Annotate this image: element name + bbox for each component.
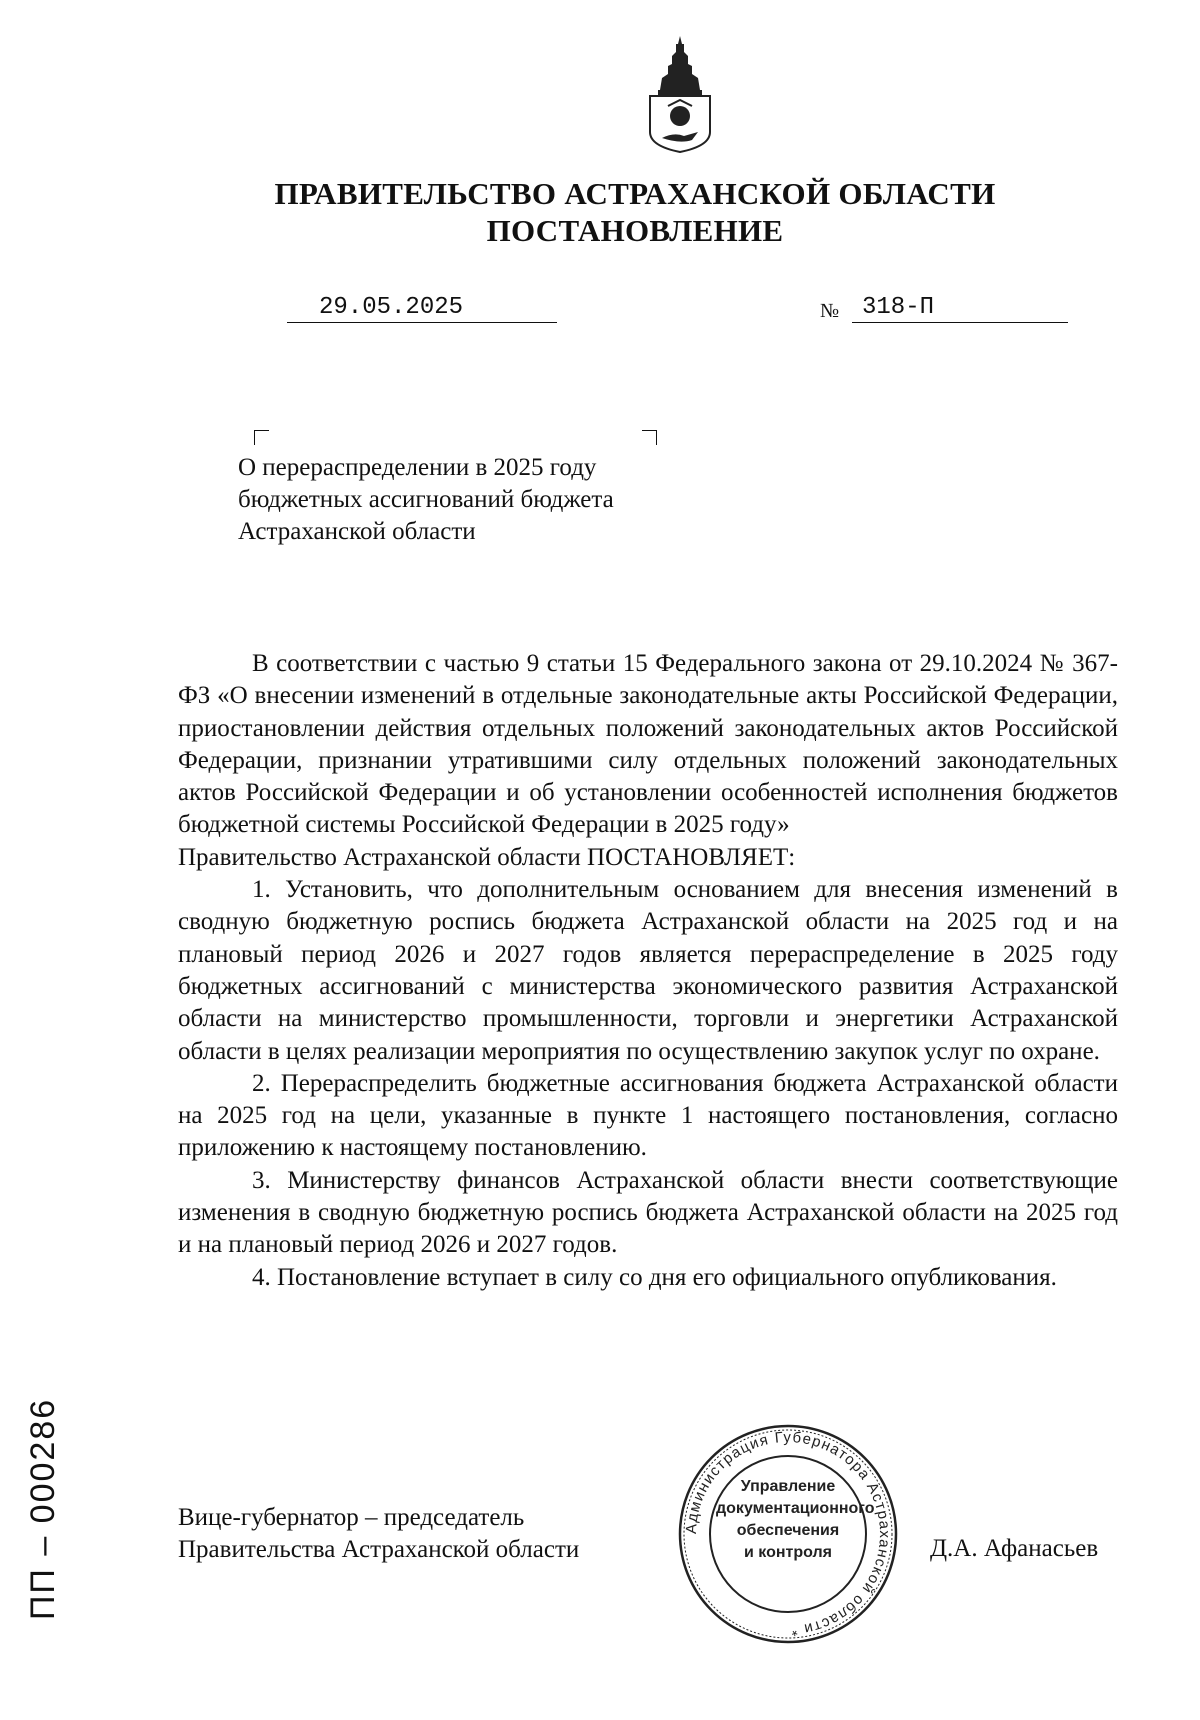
resolution-item: 4. Постановление вступает в силу со дня его официального опубликования. [252, 1263, 1057, 1291]
subject-line: бюджетных ассигнований бюджета [238, 486, 614, 513]
subject-corner-left [254, 430, 269, 445]
registration-code: ПП – 000286 [24, 1397, 62, 1620]
resolves-line: Правительство Астраханской области ПОСТАНОВЛЯЕТ: [178, 843, 796, 871]
authority-title: ПРАВИТЕЛЬСТВО АСТРАХАНСКОЙ ОБЛАСТИ [274, 176, 996, 211]
stamp-line: документационного [716, 1500, 875, 1517]
document-date: 29.05.2025 [287, 294, 557, 323]
stamp-line: и контроля [744, 1544, 832, 1561]
stamp-center-text [716, 1476, 875, 1564]
document-number: 318-П [852, 294, 1068, 323]
resolution-item: 3. Министерству финансов Астраханской области внести соответствующие изменения в сводную бюджетную роспись бюджета Астраханской области на 2025 год и на плановый период 2026 и 2027 годов. [178, 1166, 1118, 1259]
svg-text:Администрация Губернатора Астр: Администрация Губернатора Астраханской области * [682, 1428, 894, 1640]
coat-of-arms-icon [640, 34, 720, 154]
document-body [178, 648, 1118, 1294]
signer-title-line: Правительства Астраханской области [178, 1536, 580, 1563]
signer-title-line: Вице-губернатор – председатель [178, 1504, 525, 1531]
resolution-item: 2. Перераспределить бюджетные ассигнования бюджета Астраханской области на 2025 год на цели, указанные в пункте 1 настоящего постановления, согласно приложению к настоящему постановлению. [178, 1069, 1118, 1162]
resolution-item: 1. Установить, что дополнительным основанием для внесения изменений в сводную бюджетную роспись бюджета Астраханской области на 2025 год и на плановый период 2026 и 2027 годов является перераспределение в 2025 году бюджетных ассигнований с министерства экономического развития Астраханской области на министерство промышленности, торговли и энергетики Астраханской области в целях реализации мероприятия по осуществлению закупок услуг по охране. [178, 876, 1118, 1065]
signer-name: Д.А. Афанасьев [930, 1535, 1099, 1562]
subject-corner-right [642, 430, 657, 445]
subject-line: Астраханской области [238, 518, 476, 545]
document-subject [238, 452, 678, 548]
preamble-paragraph: В соответствии с частью 9 статьи 15 Федерального закона от 29.10.2024 № 367-ФЗ «О внесении изменений в отдельные законодательные акты Российской Федерации, приостановлении действия отдельных положений законодательных актов Российской Федерации, признании утратившими силу отдельных положений законодательных актов Российской Федерации и об установлении особенностей исполнения бюджетов бюджетной системы Российской Федерации в 2025 году» [178, 650, 1118, 839]
stamp-line: Управление [740, 1478, 836, 1495]
signer-title [178, 1502, 698, 1566]
document-type: ПОСТАНОВЛЕНИЕ [486, 213, 784, 248]
subject-line: О перераспределении в 2025 году [238, 454, 597, 481]
stamp-line: обеспечения [736, 1522, 840, 1539]
number-label: № [820, 300, 840, 322]
